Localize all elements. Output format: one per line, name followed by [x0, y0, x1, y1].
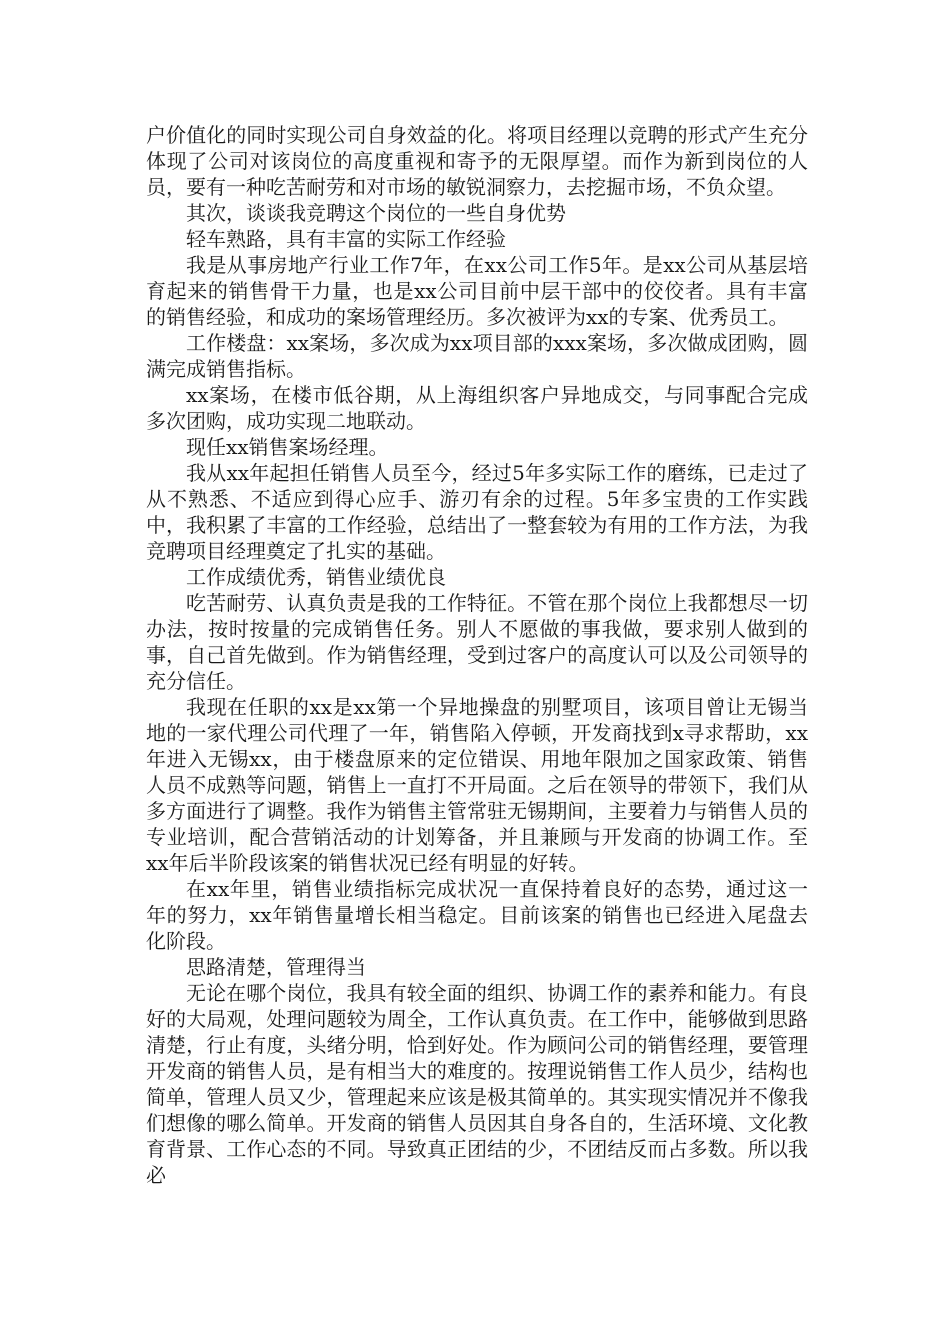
subheading-management: 思路清楚，管理得当	[186, 955, 366, 979]
subheading-experience: 轻车熟路，具有丰富的实际工作经验	[186, 227, 506, 251]
paragraph: 我从xx年起担任销售人员至今，经过5年多实际工作的磨练，已走过了从不熟悉、不适应到得心应手、游刃有余的过程。5年多宝贵的工作实践中，我积累了丰富的工作经验，总结出了一整套较为有用的工作方法，为我竞聘项目经理奠定了扎实的基础。	[146, 461, 808, 563]
paragraph: 工作楼盘：xx案场，多次成为xx项目部的xxx案场，多次做成团购，圆满完成销售指标。	[146, 331, 808, 381]
paragraph: 现任xx销售案场经理。	[186, 435, 389, 459]
paragraph: 吃苦耐劳、认真负责是我的工作特征。不管在那个岗位上我都想尽一切办法，按时按量的完成销售任务。别人不愿做的事我做，要求别人做到的事，自己首先做到。作为销售经理，受到过客户的高度认可以及公司领导的充分信任。	[146, 591, 808, 693]
document-page	[146, 122, 808, 1188]
paragraph: 在xx年里，销售业绩指标完成状况一直保持着良好的态势，通过这一年的努力，xx年销售量增长相当稳定。目前该案的销售也已经进入尾盘去化阶段。	[146, 877, 808, 953]
paragraph: 我是从事房地产行业工作7年，在xx公司工作5年。是xx公司从基层培育起来的销售骨干力量，也是xx公司目前中层干部中的佼佼者。具有丰富的销售经验，和成功的案场管理经历。多次被评为xx的专案、优秀员工。	[146, 253, 808, 329]
paragraph: 我现在任职的xx是xx第一个异地操盘的别墅项目，该项目曾让无锡当地的一家代理公司代理了一年，销售陷入停顿，开发商找到x寻求帮助，xx年进入无锡xx，由于楼盘原来的定位错误、用地年限加之国家政策、销售人员不成熟等问题，销售上一直打不开局面。之后在领导的带领下，我们从多方面进行了调整。我作为销售主管常驻无锡期间，主要着力与销售人员的专业培训，配合营销活动的计划筹备，并且兼顾与开发商的协调工作。至xx年后半阶段该案的销售状况已经有明显的好转。	[146, 695, 808, 875]
subheading-performance: 工作成绩优秀，销售业绩优良	[186, 565, 446, 589]
paragraph: 无论在哪个岗位，我具有较全面的组织、协调工作的素养和能力。有良好的大局观，处理问题较为周全，工作认真负责。在工作中，能够做到思路清楚，行止有度，头绪分明，恰到好处。作为顾问公司的销售经理，要管理开发商的销售人员，是有相当大的难度的。按理说销售工作人员少，结构也简单，管理人员又少，管理起来应该是极其简单的。其实现实情况并不像我们想像的哪么简单。开发商的销售人员因其自身各自的，生活环境、文化教育背景、工作心态的不同。导致真正团结的少，不团结反而占多数。所以我必	[146, 981, 808, 1187]
paragraph: 户价值化的同时实现公司自身效益的化。将项目经理以竞聘的形式产生充分体现了公司对该岗位的高度重视和寄予的无限厚望。而作为新到岗位的人员，要有一种吃苦耐劳和对市场的敏锐洞察力，去挖掘市场，不负众望。	[146, 123, 808, 199]
paragraph: xx案场，在楼市低谷期，从上海组织客户异地成交，与同事配合完成多次团购，成功实现二地联动。	[146, 383, 808, 433]
section-intro-heading: 其次，谈谈我竞聘这个岗位的一些自身优势	[186, 201, 566, 225]
